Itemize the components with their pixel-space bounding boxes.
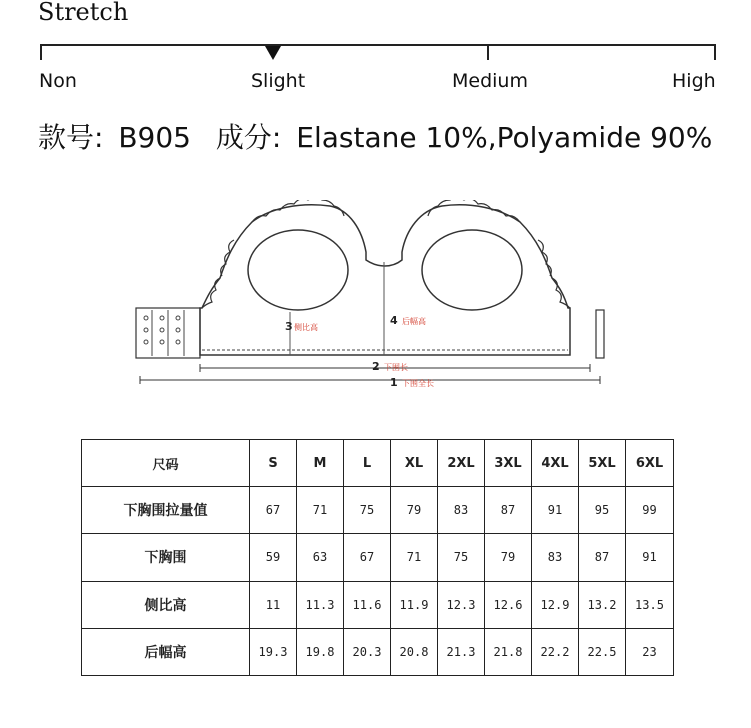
table-cell: 91 bbox=[532, 487, 579, 534]
size-header-cell: 3XL bbox=[485, 440, 532, 487]
table-cell: 71 bbox=[391, 534, 438, 581]
table-cell: 19.8 bbox=[297, 628, 344, 675]
label-1-number: 1 bbox=[390, 376, 398, 389]
row-label: 下胸围 bbox=[82, 534, 250, 581]
table-cell: 21.3 bbox=[438, 628, 485, 675]
table-header-row bbox=[82, 440, 674, 487]
row-label: 下胸围拉量值 bbox=[82, 487, 250, 534]
label-3-number: 3 bbox=[285, 320, 293, 333]
material-value: Elastane 10%,Polyamide 90% bbox=[296, 121, 713, 154]
size-header-cell: M bbox=[297, 440, 344, 487]
table-cell: 11.9 bbox=[391, 581, 438, 628]
table-cell: 22.2 bbox=[532, 628, 579, 675]
material-label: 成分: bbox=[215, 121, 282, 154]
bra-measurement-diagram bbox=[130, 200, 610, 395]
hook-eye-closure-icon bbox=[136, 308, 200, 358]
label-3-text: 侧比高 bbox=[294, 323, 318, 332]
table-cell: 91 bbox=[626, 534, 674, 581]
size-header-cell: 5XL bbox=[579, 440, 626, 487]
stretch-title: Stretch bbox=[38, 0, 129, 26]
table-cell: 67 bbox=[250, 487, 297, 534]
table-cell: 12.9 bbox=[532, 581, 579, 628]
table-cell: 20.8 bbox=[391, 628, 438, 675]
table-cell: 63 bbox=[297, 534, 344, 581]
spec-line bbox=[38, 116, 718, 156]
table-cell: 95 bbox=[579, 487, 626, 534]
scale-tick-medium bbox=[487, 44, 489, 60]
cup-right bbox=[422, 230, 522, 310]
table-cell: 67 bbox=[344, 534, 391, 581]
table-cell: 23 bbox=[626, 628, 674, 675]
table-cell: 87 bbox=[485, 487, 532, 534]
stretch-scale-line bbox=[40, 44, 716, 46]
table-cell: 11 bbox=[250, 581, 297, 628]
label-4-text: 后幅高 bbox=[402, 317, 426, 326]
size-header-cell: L bbox=[344, 440, 391, 487]
table-cell: 75 bbox=[344, 487, 391, 534]
table-cell: 87 bbox=[579, 534, 626, 581]
size-header-cell: 6XL bbox=[626, 440, 674, 487]
table-cell: 22.5 bbox=[579, 628, 626, 675]
table-row bbox=[82, 487, 674, 534]
row-label: 侧比高 bbox=[82, 581, 250, 628]
size-header-cell: S bbox=[250, 440, 297, 487]
label-1-text: 下围全长 bbox=[402, 379, 434, 388]
table-cell: 21.8 bbox=[485, 628, 532, 675]
stretch-level-non: Non bbox=[39, 70, 77, 92]
table-cell: 79 bbox=[391, 487, 438, 534]
table-cell: 13.5 bbox=[626, 581, 674, 628]
stretch-level-slight: Slight bbox=[251, 70, 306, 92]
stretch-scale bbox=[40, 44, 716, 60]
table-cell: 71 bbox=[297, 487, 344, 534]
stretch-pointer-icon bbox=[265, 46, 281, 60]
row-label: 后幅高 bbox=[82, 628, 250, 675]
label-2-number: 2 bbox=[372, 360, 380, 373]
table-cell: 13.2 bbox=[579, 581, 626, 628]
size-header-cell: 2XL bbox=[438, 440, 485, 487]
stretch-level-high: High bbox=[672, 70, 716, 92]
label-2-text: 下围长 bbox=[384, 363, 408, 372]
stretch-level-medium: Medium bbox=[452, 70, 528, 92]
table-row bbox=[82, 628, 674, 675]
scale-tick-high bbox=[714, 44, 716, 60]
lace-edge-right bbox=[428, 200, 570, 308]
table-row bbox=[82, 534, 674, 581]
size-header-cell: 4XL bbox=[532, 440, 579, 487]
table-cell: 99 bbox=[626, 487, 674, 534]
table-cell: 12.3 bbox=[438, 581, 485, 628]
size-header-label: 尺码 bbox=[82, 440, 250, 487]
table-cell: 83 bbox=[438, 487, 485, 534]
table-cell: 19.3 bbox=[250, 628, 297, 675]
table-cell: 83 bbox=[532, 534, 579, 581]
size-table bbox=[81, 439, 674, 676]
table-cell: 75 bbox=[438, 534, 485, 581]
band-end-right bbox=[596, 310, 604, 358]
table-cell: 59 bbox=[250, 534, 297, 581]
label-4-number: 4 bbox=[390, 314, 398, 327]
lace-edge-left bbox=[202, 200, 344, 308]
table-cell: 79 bbox=[485, 534, 532, 581]
measure-line-1 bbox=[140, 376, 600, 384]
table-cell: 12.6 bbox=[485, 581, 532, 628]
table-row bbox=[82, 581, 674, 628]
size-header-cell: XL bbox=[391, 440, 438, 487]
table-cell: 20.3 bbox=[344, 628, 391, 675]
table-cell: 11.6 bbox=[344, 581, 391, 628]
scale-tick-non bbox=[40, 44, 42, 60]
model-value: B905 bbox=[118, 121, 191, 154]
model-label: 款号: bbox=[38, 121, 104, 154]
table-cell: 11.3 bbox=[297, 581, 344, 628]
garment-outline bbox=[200, 205, 570, 355]
cup-left bbox=[248, 230, 348, 310]
